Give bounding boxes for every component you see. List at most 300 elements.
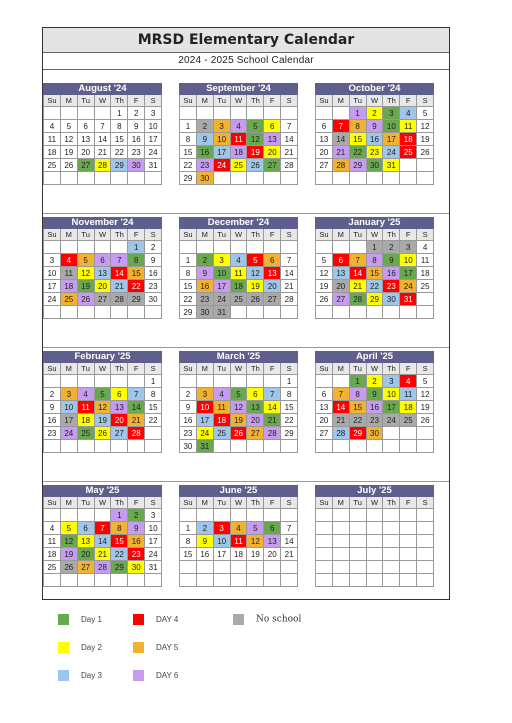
day-cell bbox=[43, 306, 61, 319]
day-cell: 23 bbox=[145, 280, 162, 293]
day-cell: 8 bbox=[111, 522, 128, 535]
day-cell bbox=[264, 574, 281, 587]
weekday-label: M bbox=[61, 363, 78, 375]
weekday-row bbox=[315, 95, 434, 107]
day-cell: 7 bbox=[128, 388, 145, 401]
day-cell: 4 bbox=[214, 388, 231, 401]
day-cell bbox=[281, 440, 298, 453]
month-block bbox=[179, 217, 298, 319]
week-row bbox=[179, 120, 298, 133]
day-cell bbox=[383, 440, 400, 453]
day-cell bbox=[417, 172, 434, 185]
month-block bbox=[43, 83, 162, 185]
day-cell: 22 bbox=[350, 146, 367, 159]
day-cell: 21 bbox=[111, 280, 128, 293]
day-cell bbox=[61, 574, 78, 587]
day-cell bbox=[78, 375, 95, 388]
week-row bbox=[315, 306, 434, 319]
week-row bbox=[43, 241, 162, 254]
day-cell bbox=[281, 561, 298, 574]
day-cell bbox=[197, 107, 214, 120]
day-cell: 26 bbox=[315, 293, 333, 306]
day-cell bbox=[231, 241, 248, 254]
day-cell: 22 bbox=[179, 159, 197, 172]
day-cell: 18 bbox=[231, 280, 248, 293]
week-row bbox=[179, 401, 298, 414]
week-row bbox=[43, 509, 162, 522]
week-row bbox=[315, 107, 434, 120]
day-cell: 1 bbox=[367, 241, 384, 254]
day-cell: 25 bbox=[231, 293, 248, 306]
weekday-label: Su bbox=[315, 363, 333, 375]
day-cell: 8 bbox=[179, 535, 197, 548]
weekday-label: F bbox=[264, 229, 281, 241]
day-cell: 19 bbox=[247, 146, 264, 159]
weekday-label: F bbox=[400, 95, 417, 107]
row-divider bbox=[43, 213, 449, 214]
legend-label: DAY 5 bbox=[156, 643, 179, 652]
day-cell: 20 bbox=[95, 280, 112, 293]
day-cell bbox=[281, 107, 298, 120]
week-row bbox=[315, 293, 434, 306]
day-cell bbox=[214, 172, 231, 185]
day-cell: 17 bbox=[214, 146, 231, 159]
day-cell: 11 bbox=[400, 120, 417, 133]
month-block bbox=[179, 485, 298, 587]
day-cell: 21 bbox=[350, 280, 367, 293]
day-cell bbox=[333, 509, 350, 522]
day-cell bbox=[417, 440, 434, 453]
week-row bbox=[179, 306, 298, 319]
day-cell: 30 bbox=[128, 561, 145, 574]
day-cell: 21 bbox=[95, 548, 112, 561]
day-cell bbox=[417, 509, 434, 522]
day-cell: 21 bbox=[281, 280, 298, 293]
day-cell: 8 bbox=[350, 120, 367, 133]
day-cell bbox=[78, 107, 95, 120]
weekday-row bbox=[43, 497, 162, 509]
day-cell: 25 bbox=[231, 159, 248, 172]
day-cell: 30 bbox=[179, 440, 197, 453]
day-cell bbox=[247, 241, 264, 254]
day-cell: 4 bbox=[231, 120, 248, 133]
month-block bbox=[315, 217, 434, 319]
weekday-label: Su bbox=[179, 497, 197, 509]
week-row bbox=[315, 574, 434, 587]
day-cell bbox=[367, 574, 384, 587]
day-cell: 13 bbox=[247, 401, 264, 414]
day-cell: 16 bbox=[128, 535, 145, 548]
day-cell: 27 bbox=[333, 293, 350, 306]
day-cell: 24 bbox=[197, 427, 214, 440]
day-cell: 12 bbox=[315, 267, 333, 280]
day-cell bbox=[333, 375, 350, 388]
weekday-label: M bbox=[197, 95, 214, 107]
day-cell: 11 bbox=[231, 133, 248, 146]
day-cell bbox=[231, 172, 248, 185]
weekday-label: Su bbox=[43, 497, 61, 509]
weekday-label: M bbox=[333, 95, 350, 107]
day-cell: 13 bbox=[111, 401, 128, 414]
weekday-label: W bbox=[367, 363, 384, 375]
weekday-row bbox=[43, 229, 162, 241]
legend-item-day1 bbox=[58, 614, 102, 625]
day-cell: 20 bbox=[247, 414, 264, 427]
legend-item-no-school bbox=[233, 614, 301, 625]
month-name: January '25 bbox=[315, 217, 434, 229]
day-cell: 1 bbox=[350, 375, 367, 388]
day-cell bbox=[383, 535, 400, 548]
day-cell bbox=[179, 509, 197, 522]
month-name: October '24 bbox=[315, 83, 434, 95]
weekday-label: Th bbox=[383, 229, 400, 241]
day-cell bbox=[145, 427, 162, 440]
day-cell: 30 bbox=[367, 159, 384, 172]
week-row bbox=[315, 522, 434, 535]
week-row bbox=[43, 574, 162, 587]
day-cell bbox=[367, 535, 384, 548]
day-cell bbox=[281, 306, 298, 319]
day-cell: 8 bbox=[367, 254, 384, 267]
day-cell: 14 bbox=[281, 535, 298, 548]
day-cell bbox=[247, 561, 264, 574]
day-cell: 17 bbox=[214, 548, 231, 561]
day-cell bbox=[43, 241, 61, 254]
weekday-label: W bbox=[95, 229, 112, 241]
day-cell bbox=[383, 522, 400, 535]
day-cell: 3 bbox=[197, 388, 214, 401]
day-cell: 28 bbox=[128, 427, 145, 440]
calendar-sheet bbox=[42, 27, 450, 600]
weekday-label: F bbox=[264, 497, 281, 509]
day-cell: 2 bbox=[179, 388, 197, 401]
day-cell bbox=[400, 574, 417, 587]
day-cell bbox=[333, 548, 350, 561]
week-row bbox=[315, 427, 434, 440]
day-cell bbox=[400, 440, 417, 453]
day-cell bbox=[111, 574, 128, 587]
day-cell: 3 bbox=[383, 107, 400, 120]
weekday-label: W bbox=[95, 95, 112, 107]
weekday-label: Th bbox=[383, 497, 400, 509]
day-cell: 11 bbox=[400, 388, 417, 401]
day-cell: 11 bbox=[43, 535, 61, 548]
day-cell: 10 bbox=[214, 133, 231, 146]
week-row bbox=[179, 574, 298, 587]
day-cell: 19 bbox=[61, 146, 78, 159]
day-cell bbox=[315, 535, 333, 548]
day-cell bbox=[350, 440, 367, 453]
month-name: September '24 bbox=[179, 83, 298, 95]
day-cell: 23 bbox=[197, 159, 214, 172]
day-cell: 8 bbox=[111, 120, 128, 133]
day-cell: 28 bbox=[281, 159, 298, 172]
day-cell: 18 bbox=[78, 414, 95, 427]
day-cell bbox=[281, 509, 298, 522]
day-cell: 12 bbox=[247, 535, 264, 548]
day-cell bbox=[281, 241, 298, 254]
day-cell bbox=[128, 375, 145, 388]
week-row bbox=[43, 375, 162, 388]
day-cell: 5 bbox=[417, 107, 434, 120]
day-cell: 9 bbox=[43, 401, 61, 414]
day-cell: 21 bbox=[95, 146, 112, 159]
day-cell: 10 bbox=[383, 388, 400, 401]
day-cell bbox=[231, 574, 248, 587]
day-cell: 14 bbox=[95, 535, 112, 548]
day-cell bbox=[61, 375, 78, 388]
week-row bbox=[315, 159, 434, 172]
day-cell bbox=[400, 159, 417, 172]
weekday-label: W bbox=[95, 363, 112, 375]
day-cell bbox=[61, 172, 78, 185]
week-row bbox=[179, 548, 298, 561]
day-cell: 12 bbox=[231, 401, 248, 414]
day-cell bbox=[367, 522, 384, 535]
legend-item-day2 bbox=[58, 642, 102, 653]
weekday-label: M bbox=[61, 229, 78, 241]
weekday-label: W bbox=[367, 95, 384, 107]
weekday-label: W bbox=[231, 229, 248, 241]
day-cell: 22 bbox=[281, 414, 298, 427]
day-cell: 12 bbox=[417, 120, 434, 133]
day-cell: 29 bbox=[179, 306, 197, 319]
day-cell: 15 bbox=[367, 267, 384, 280]
day-cell: 10 bbox=[197, 401, 214, 414]
day-cell: 4 bbox=[78, 388, 95, 401]
day-cell: 28 bbox=[264, 427, 281, 440]
swatch-day4 bbox=[133, 614, 144, 625]
day-cell: 13 bbox=[95, 267, 112, 280]
day-cell: 1 bbox=[111, 107, 128, 120]
day-cell bbox=[400, 535, 417, 548]
week-row bbox=[43, 133, 162, 146]
day-cell: 4 bbox=[61, 254, 78, 267]
day-cell bbox=[315, 522, 333, 535]
day-cell bbox=[333, 172, 350, 185]
day-cell: 4 bbox=[400, 107, 417, 120]
day-cell: 16 bbox=[43, 414, 61, 427]
day-cell bbox=[214, 574, 231, 587]
week-row bbox=[315, 509, 434, 522]
weekday-label: Su bbox=[179, 95, 197, 107]
week-row bbox=[43, 172, 162, 185]
day-cell: 13 bbox=[264, 535, 281, 548]
day-cell: 21 bbox=[281, 548, 298, 561]
week-row bbox=[179, 254, 298, 267]
day-cell: 23 bbox=[128, 146, 145, 159]
day-cell bbox=[333, 574, 350, 587]
day-cell bbox=[95, 574, 112, 587]
day-cell: 29 bbox=[350, 427, 367, 440]
day-cell: 9 bbox=[367, 120, 384, 133]
day-cell: 7 bbox=[281, 522, 298, 535]
weekday-label: Tu bbox=[350, 95, 367, 107]
day-cell: 24 bbox=[43, 293, 61, 306]
day-cell: 23 bbox=[367, 146, 384, 159]
day-cell: 10 bbox=[43, 267, 61, 280]
day-cell bbox=[111, 241, 128, 254]
day-cell bbox=[333, 241, 350, 254]
legend-label: Day 2 bbox=[81, 643, 102, 652]
day-cell: 4 bbox=[231, 522, 248, 535]
day-cell bbox=[315, 107, 333, 120]
day-cell bbox=[383, 427, 400, 440]
week-row bbox=[315, 146, 434, 159]
day-cell: 22 bbox=[128, 280, 145, 293]
day-cell: 12 bbox=[78, 267, 95, 280]
day-cell bbox=[333, 561, 350, 574]
day-cell: 11 bbox=[61, 267, 78, 280]
day-cell bbox=[417, 522, 434, 535]
day-cell: 18 bbox=[43, 548, 61, 561]
day-cell: 29 bbox=[350, 159, 367, 172]
day-cell: 13 bbox=[264, 267, 281, 280]
day-cell bbox=[95, 241, 112, 254]
day-cell bbox=[400, 522, 417, 535]
weekday-label: S bbox=[281, 363, 298, 375]
day-cell bbox=[367, 306, 384, 319]
day-cell bbox=[315, 375, 333, 388]
weekday-label: M bbox=[333, 497, 350, 509]
day-cell: 20 bbox=[78, 548, 95, 561]
day-cell: 18 bbox=[61, 280, 78, 293]
day-cell: 18 bbox=[43, 146, 61, 159]
day-cell: 8 bbox=[179, 133, 197, 146]
day-cell bbox=[111, 440, 128, 453]
day-cell: 22 bbox=[179, 293, 197, 306]
day-cell: 17 bbox=[383, 401, 400, 414]
month-name: June '25 bbox=[179, 485, 298, 497]
day-cell: 19 bbox=[315, 280, 333, 293]
swatch-day3 bbox=[58, 670, 69, 681]
day-cell bbox=[367, 548, 384, 561]
day-cell bbox=[43, 107, 61, 120]
day-cell: 20 bbox=[111, 414, 128, 427]
day-cell: 28 bbox=[333, 427, 350, 440]
day-cell: 17 bbox=[61, 414, 78, 427]
day-cell bbox=[43, 172, 61, 185]
day-cell bbox=[264, 561, 281, 574]
day-cell: 26 bbox=[95, 427, 112, 440]
day-cell: 24 bbox=[214, 293, 231, 306]
week-row bbox=[315, 414, 434, 427]
day-cell bbox=[214, 375, 231, 388]
day-cell: 30 bbox=[367, 427, 384, 440]
day-cell: 20 bbox=[264, 146, 281, 159]
day-cell: 25 bbox=[417, 280, 434, 293]
day-cell: 17 bbox=[145, 535, 162, 548]
day-cell bbox=[350, 241, 367, 254]
day-cell: 23 bbox=[128, 548, 145, 561]
week-row bbox=[179, 159, 298, 172]
day-cell: 12 bbox=[247, 267, 264, 280]
day-cell: 8 bbox=[350, 388, 367, 401]
weekday-label: S bbox=[145, 95, 162, 107]
day-cell: 1 bbox=[179, 254, 197, 267]
month-name: July '25 bbox=[315, 485, 434, 497]
day-cell bbox=[214, 241, 231, 254]
day-cell: 4 bbox=[43, 522, 61, 535]
weekday-label: F bbox=[128, 497, 145, 509]
weekday-label: Tu bbox=[350, 497, 367, 509]
day-cell bbox=[61, 509, 78, 522]
weekday-label: S bbox=[417, 497, 434, 509]
day-cell bbox=[247, 574, 264, 587]
day-cell bbox=[247, 509, 264, 522]
day-cell: 6 bbox=[264, 522, 281, 535]
day-cell: 24 bbox=[145, 548, 162, 561]
day-cell: 18 bbox=[231, 548, 248, 561]
weekday-label: W bbox=[231, 95, 248, 107]
day-cell: 25 bbox=[214, 427, 231, 440]
day-cell bbox=[367, 509, 384, 522]
day-cell: 20 bbox=[315, 146, 333, 159]
day-cell bbox=[247, 172, 264, 185]
day-cell: 27 bbox=[247, 427, 264, 440]
day-cell: 15 bbox=[111, 535, 128, 548]
month-block bbox=[315, 351, 434, 453]
day-cell: 22 bbox=[111, 548, 128, 561]
day-cell: 16 bbox=[367, 401, 384, 414]
row-divider bbox=[43, 481, 449, 482]
weekday-label: Th bbox=[111, 497, 128, 509]
day-cell bbox=[400, 306, 417, 319]
day-cell bbox=[264, 375, 281, 388]
day-cell: 28 bbox=[95, 159, 112, 172]
day-cell: 15 bbox=[179, 146, 197, 159]
month-name: November '24 bbox=[43, 217, 162, 229]
day-cell: 24 bbox=[214, 159, 231, 172]
day-cell bbox=[281, 172, 298, 185]
day-cell: 19 bbox=[231, 414, 248, 427]
day-cell: 23 bbox=[383, 280, 400, 293]
week-row bbox=[179, 440, 298, 453]
day-cell: 9 bbox=[128, 522, 145, 535]
day-cell: 26 bbox=[417, 414, 434, 427]
day-cell bbox=[315, 509, 333, 522]
day-cell bbox=[61, 241, 78, 254]
day-cell: 27 bbox=[264, 293, 281, 306]
day-cell: 2 bbox=[197, 522, 214, 535]
day-cell: 13 bbox=[264, 133, 281, 146]
day-cell bbox=[95, 172, 112, 185]
day-cell bbox=[350, 522, 367, 535]
day-cell: 25 bbox=[78, 427, 95, 440]
day-cell: 15 bbox=[179, 280, 197, 293]
month-name: August '24 bbox=[43, 83, 162, 95]
day-cell bbox=[61, 107, 78, 120]
weekday-label: F bbox=[128, 229, 145, 241]
weekday-label: S bbox=[281, 497, 298, 509]
week-row bbox=[43, 427, 162, 440]
weekday-label: Su bbox=[315, 95, 333, 107]
day-cell bbox=[417, 306, 434, 319]
day-cell: 2 bbox=[128, 107, 145, 120]
day-cell: 24 bbox=[61, 427, 78, 440]
day-cell: 20 bbox=[264, 548, 281, 561]
day-cell bbox=[179, 561, 197, 574]
weekday-label: Th bbox=[247, 497, 264, 509]
weekday-row bbox=[315, 229, 434, 241]
weekday-label: F bbox=[264, 95, 281, 107]
day-cell: 19 bbox=[78, 280, 95, 293]
weekday-label: S bbox=[145, 363, 162, 375]
day-cell: 30 bbox=[128, 159, 145, 172]
month-name: May '25 bbox=[43, 485, 162, 497]
day-cell bbox=[95, 107, 112, 120]
day-cell bbox=[315, 548, 333, 561]
